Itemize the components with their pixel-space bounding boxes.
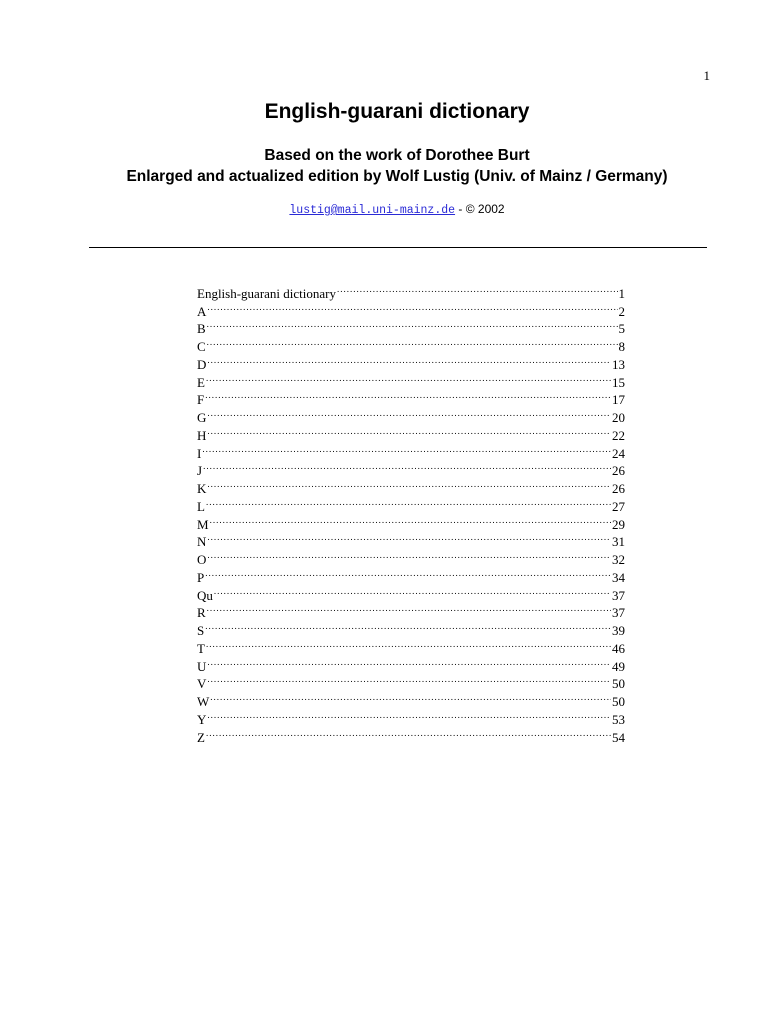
toc-entry[interactable] <box>197 298 625 319</box>
toc-entry-page: 37 <box>612 587 625 603</box>
toc-entry-page: 50 <box>612 676 625 692</box>
toc-entry-page: 49 <box>612 658 625 674</box>
toc-entry-label: V <box>197 676 207 692</box>
toc-dot-leader <box>207 333 618 351</box>
toc-entry[interactable] <box>197 458 625 479</box>
toc-entry[interactable] <box>197 546 625 567</box>
toc-entry-label: J <box>197 463 203 479</box>
toc-entry-page: 27 <box>612 498 625 514</box>
toc-dot-leader <box>205 387 611 405</box>
toc-dot-leader <box>207 351 611 369</box>
toc-entry[interactable] <box>197 617 625 638</box>
toc-entry-label: E <box>197 374 205 390</box>
toc-dot-leader <box>207 546 611 564</box>
toc-entry-page: 37 <box>612 605 625 621</box>
horizontal-rule <box>89 247 707 248</box>
toc-entry-label: R <box>197 605 206 621</box>
toc-dot-leader <box>207 529 611 547</box>
separator: - <box>455 202 466 216</box>
toc-entry-page: 39 <box>612 623 625 638</box>
toc-entry-label: G <box>197 410 207 425</box>
toc-entry-label: S <box>197 623 205 638</box>
contact-line <box>0 202 768 217</box>
toc-entry-page: 54 <box>612 729 625 745</box>
toc-entry-page: 34 <box>612 569 625 585</box>
toc-dot-leader <box>207 475 611 493</box>
toc-entry[interactable] <box>197 440 625 461</box>
toc-dot-leader <box>210 511 611 529</box>
toc-dot-leader <box>206 369 611 387</box>
toc-entry[interactable] <box>197 671 625 692</box>
toc-entry[interactable] <box>197 422 625 443</box>
toc-entry[interactable] <box>197 369 625 390</box>
toc-entry-page: 15 <box>612 374 625 390</box>
toc-entry[interactable] <box>197 351 625 372</box>
subtitle-edition: Enlarged and actualized edition by Wolf Lustig (Univ. of Mainz / Germany) <box>126 168 668 185</box>
toc-dot-leader <box>207 671 611 689</box>
toc-entry-page: 5 <box>618 321 625 337</box>
toc-entry-label: N <box>197 534 207 550</box>
toc-dot-leader <box>207 600 611 618</box>
toc-entry[interactable] <box>197 280 625 301</box>
toc-entry[interactable] <box>197 493 625 514</box>
toc-entry-page: 32 <box>612 552 625 567</box>
toc-entry[interactable] <box>197 688 625 709</box>
table-of-contents <box>197 280 625 745</box>
toc-dot-leader <box>210 688 611 706</box>
toc-entry-page: 26 <box>612 481 625 496</box>
toc-dot-leader <box>207 316 618 334</box>
toc-entry-label: I <box>197 445 202 461</box>
toc-dot-leader <box>207 422 611 440</box>
toc-entry[interactable] <box>197 529 625 550</box>
toc-dot-leader <box>207 298 617 316</box>
toc-entry-label: M <box>197 516 209 532</box>
toc-entry[interactable] <box>197 706 625 727</box>
toc-entry-label: Qu <box>197 587 213 603</box>
toc-entry[interactable] <box>197 724 625 745</box>
toc-entry-page: 20 <box>612 410 625 425</box>
toc-dot-leader <box>207 706 611 724</box>
toc-dot-leader <box>207 404 611 422</box>
toc-dot-leader <box>205 564 611 582</box>
toc-entry-label: P <box>197 569 205 585</box>
toc-entry-page: 46 <box>612 640 625 656</box>
toc-entry-label: W <box>197 694 210 709</box>
toc-dot-leader <box>206 724 611 742</box>
toc-dot-leader <box>205 617 611 635</box>
toc-dot-leader <box>202 440 611 458</box>
toc-dot-leader <box>207 653 611 671</box>
toc-entry[interactable] <box>197 653 625 674</box>
toc-entry-page: 26 <box>612 463 625 479</box>
toc-entry[interactable] <box>197 582 625 603</box>
toc-dot-leader <box>206 493 611 511</box>
toc-entry-page: 17 <box>612 392 625 408</box>
page-number: 1 <box>703 68 710 83</box>
email-link[interactable]: lustig@mail.uni-mainz.de <box>289 204 456 217</box>
toc-dot-leader <box>206 635 611 653</box>
toc-entry-label: O <box>197 552 207 567</box>
toc-entry[interactable] <box>197 635 625 656</box>
toc-dot-leader <box>337 280 618 298</box>
toc-entry-page: 24 <box>612 445 625 461</box>
copyright-notice: © 2002 <box>465 202 505 216</box>
toc-entry-page: 1 <box>618 285 625 301</box>
toc-entry-label: K <box>197 481 207 496</box>
toc-entry[interactable] <box>197 475 625 496</box>
toc-entry-page: 2 <box>618 303 625 319</box>
toc-entry-page: 8 <box>618 339 625 354</box>
toc-entry[interactable] <box>197 333 625 354</box>
toc-entry-page: 13 <box>612 356 625 372</box>
toc-entry-label: B <box>197 321 206 337</box>
toc-entry-label: U <box>197 658 207 674</box>
subtitle-attribution: Based on the work of Dorothee Burt <box>264 147 530 164</box>
toc-entry[interactable] <box>197 564 625 585</box>
document-title: English-guarani dictionary <box>264 100 530 123</box>
toc-entry-label: C <box>197 339 206 354</box>
toc-entry-label: T <box>197 640 205 656</box>
toc-entry-page: 50 <box>612 694 625 709</box>
toc-entry-label: L <box>197 498 205 514</box>
toc-entry[interactable] <box>197 600 625 621</box>
toc-dot-leader <box>203 458 611 476</box>
toc-entry-label: Y <box>197 711 207 727</box>
toc-entry-label: D <box>197 356 207 372</box>
toc-entry-label: A <box>197 303 207 319</box>
toc-entry-label: English-guarani dictionary <box>197 285 336 301</box>
toc-entry[interactable] <box>197 316 625 337</box>
toc-entry-page: 31 <box>612 534 625 550</box>
toc-entry-page: 29 <box>612 516 625 532</box>
toc-entry-label: F <box>197 392 205 408</box>
toc-entry-label: Z <box>197 729 205 745</box>
toc-entry[interactable] <box>197 387 625 408</box>
toc-entry[interactable] <box>197 511 625 532</box>
toc-entry-page: 53 <box>612 711 625 727</box>
toc-entry[interactable] <box>197 404 625 425</box>
toc-dot-leader <box>214 582 611 600</box>
toc-entry-page: 22 <box>612 427 625 443</box>
toc-entry-label: H <box>197 427 207 443</box>
